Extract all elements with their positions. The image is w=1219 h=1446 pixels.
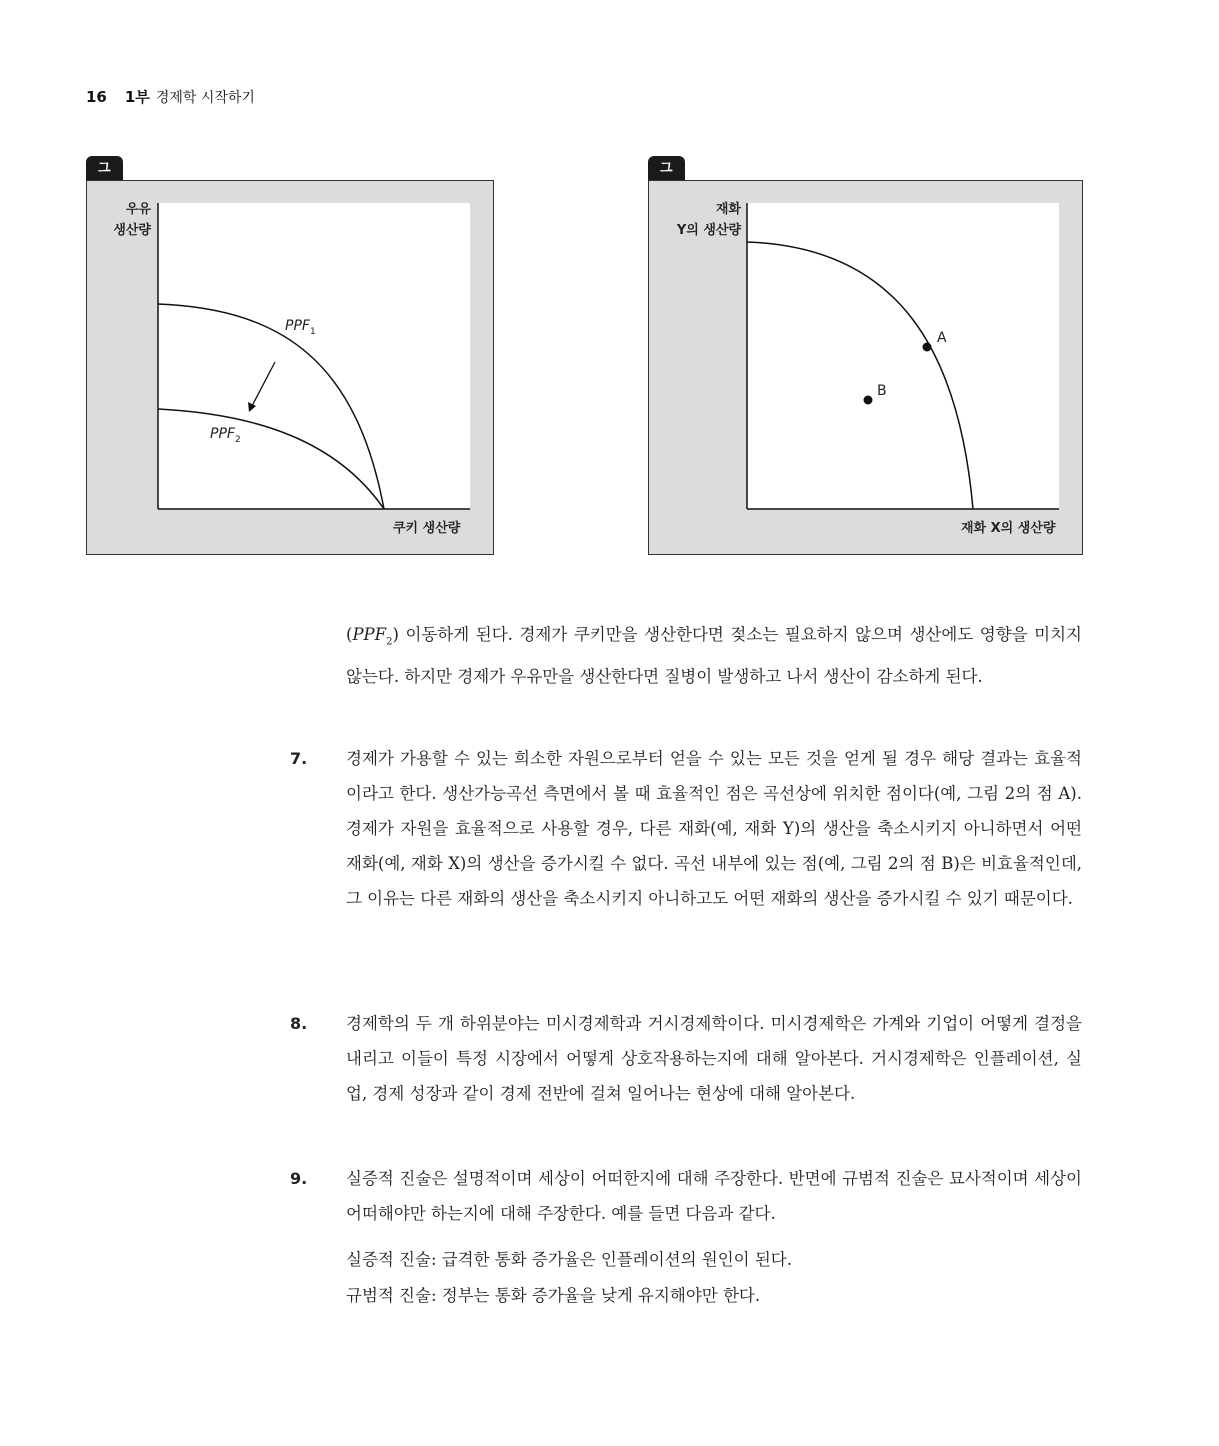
running-header (86, 86, 255, 107)
ppf1-label: $PPF_1$ (285, 318, 316, 337)
item-7-text: 경제가 가용할 수 있는 희소한 자원으로부터 얻을 수 있는 모든 것을 얻게 될 경우 해당 결과는 효율적이라고 한다. 생산가능곡선 측면에서 볼 때 효율적인 점은 곡선상에 위치한 점이다(예, 그림 2의 점 A). 경제가 자원을 효율적으로 사용할 경우, 다른 재화(예, 재화 Y)의 생산을 축소시키지 아니하면서 어떤 재화(예, 재화 X)의 생산을 증가시킬 수 없다. 곡선 내부에 있는 점(예, 그림 2의 점 B)은 비효율적인데, 그 이유는 다른 재화의 생산을 축소시키지 아니하고도 어떤 재화의 생산을 증가시킬 수 있기 때문이다. (346, 749, 1082, 908)
figure-2-ylabel: 재화 Y의 생산량 (676, 202, 741, 238)
inline-ppf: $PPF_2$ (352, 625, 393, 648)
example-normative: 규범적 진술: 정부는 통화 증가율을 낮게 유지해야만 한다. (346, 1286, 761, 1305)
figure-1-tab: 그 (86, 156, 123, 181)
figure-2-frame (648, 180, 1083, 555)
point-a-label: A (937, 330, 947, 346)
item-9-number: 9. (290, 1169, 308, 1188)
chapter-title: 경제학 시작하기 (155, 90, 255, 106)
part-label: 1부 (124, 88, 150, 106)
figure-2-tab: 그 (648, 156, 685, 181)
item-9-text: 실증적 진술은 설명적이며 세상이 어떠한지에 대해 주장한다. 반면에 규범적 진술은 묘사적이며 세상이 어떠해야만 하는지에 대해 주장한다. 예를 들면 다음과 같다. (346, 1169, 1082, 1223)
figure-1-ylabel: 우유 생산량 (113, 202, 151, 238)
example-positive: 실증적 진술: 급격한 통화 증가율은 인플레이션의 원인이 된다. (346, 1250, 792, 1269)
ppf2-label: $PPF_2$ (210, 426, 241, 445)
item-8-number: 8. (290, 1014, 308, 1033)
figure-1-plot-area (158, 203, 470, 509)
continuation-paragraph: $(PPF_2)$ 이동하게 된다. 경제가 쿠키만을 생산한다면 젖소는 필요하지 않으며 생산에도 영향을 미치지 않는다. 하지만 경제가 우유만을 생산한다면 질병이 발생하고 나서 생산이 감소하게 된다. (346, 625, 1082, 687)
item-7-number: 7. (290, 749, 308, 768)
point-b-label: B (877, 383, 887, 399)
point-b-marker (864, 396, 873, 405)
page-number: 16 (86, 88, 107, 106)
figure-2-xlabel: 재화 X의 생산량 (961, 521, 1056, 536)
figure-2-plot-area (747, 203, 1059, 509)
figure-1-frame (86, 180, 494, 555)
point-a-marker (923, 343, 932, 352)
figure-1-xlabel: 쿠키 생산량 (393, 521, 461, 536)
item-8-text: 경제학의 두 개 하위분야는 미시경제학과 거시경제학이다. 미시경제학은 가계와 기업이 어떻게 결정을 내리고 이들이 특정 시장에서 어떻게 상호작용하는지에 대해 알아본다. 거시경제학은 인플레이션, 실업, 경제 성장과 같이 경제 전반에 걸쳐 일어나는 현상에 대해 알아본다. (346, 1014, 1082, 1103)
